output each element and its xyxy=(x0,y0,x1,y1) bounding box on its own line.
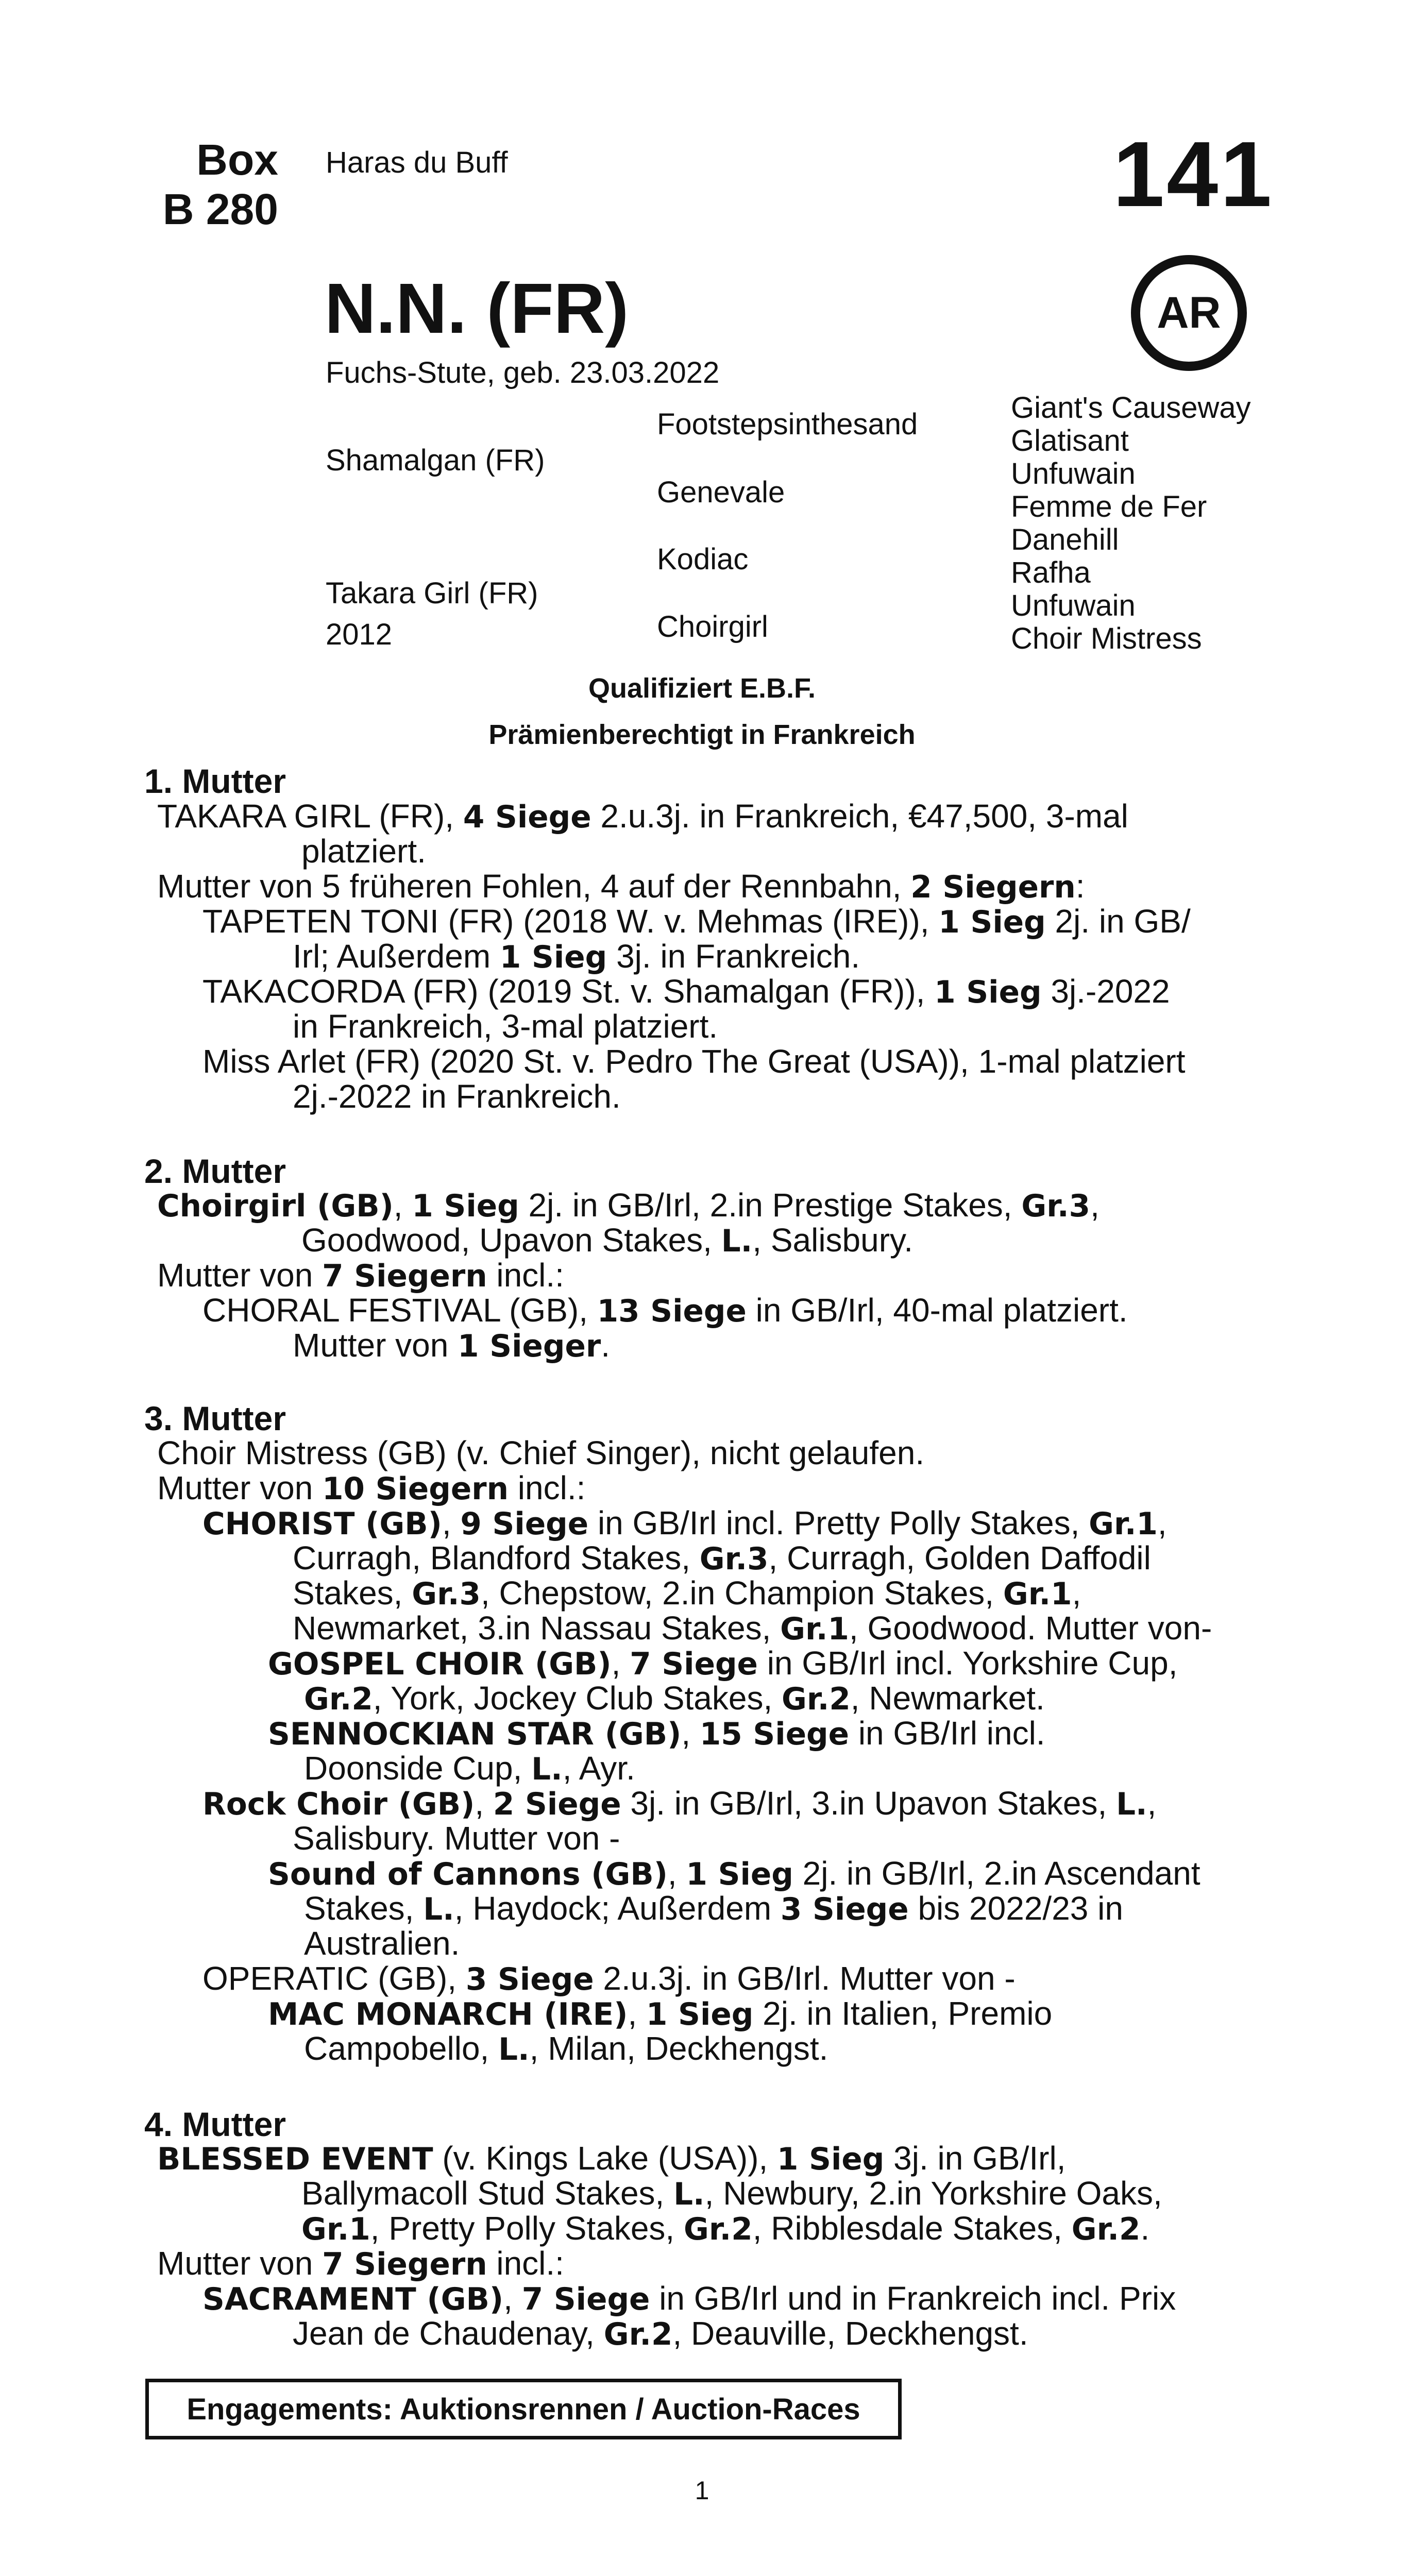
section-2-mutter: 2. Mutter xyxy=(144,1152,286,1190)
text-line: Miss Arlet (FR) (2020 St. v. Pedro The Great (USA)), 1-mal platziert xyxy=(202,1043,1186,1080)
ar-badge-label: AR xyxy=(1157,288,1221,337)
text-line: Doonside Cup, L., Ayr. xyxy=(304,1750,635,1787)
text-line: SENNOCKIAN STAR (GB), 15 Siege in GB/Irl incl. xyxy=(268,1715,1045,1752)
gen3-item: Choir Mistress xyxy=(1011,622,1202,655)
text-line: GOSPEL CHOIR (GB), 7 Siege in GB/Irl incl. Yorkshire Cup, xyxy=(268,1645,1178,1682)
text-line: 2j.-2022 in Frankreich. xyxy=(293,1078,621,1115)
text-line: Sound of Cannons (GB), 1 Sieg 2j. in GB/Irl, 2.in Ascendant xyxy=(268,1855,1200,1892)
box-label: Box B 280 xyxy=(162,135,278,233)
text-line: Choirgirl (GB), 1 Sieg 2j. in GB/Irl, 2.in Prestige Stakes, Gr.3, xyxy=(157,1187,1099,1224)
lot-number: 141 xyxy=(1113,123,1274,226)
text-line: Mutter von 7 Siegern incl.: xyxy=(157,2245,564,2282)
ar-badge xyxy=(1131,255,1247,371)
text-line: Mutter von 1 Sieger. xyxy=(293,1327,610,1364)
text-line: MAC MONARCH (IRE), 1 Sieg 2j. in Italien, Premio xyxy=(268,1995,1053,2032)
text-line: Mutter von 5 früheren Fohlen, 4 auf der Rennbahn, 2 Siegern: xyxy=(157,868,1085,905)
pedigree-dam-dam: Choirgirl xyxy=(657,610,768,643)
text-line: Curragh, Blandford Stakes, Gr.3, Curragh, Golden Daffodil xyxy=(293,1539,1151,1577)
section-3-mutter: 3. Mutter xyxy=(144,1399,286,1437)
text-line: in Frankreich, 3-mal platziert. xyxy=(293,1008,718,1045)
text-line: BLESSED EVENT (v. Kings Lake (USA)), 1 Sieg 3j. in GB/Irl, xyxy=(157,2140,1066,2177)
pedigree-sire: Shamalgan (FR) xyxy=(326,444,545,477)
engagements-text: Engagements: Auktionsrennen / Auction-Races xyxy=(187,2392,860,2426)
text-line: Mutter von 7 Siegern incl.: xyxy=(157,1257,564,1294)
gen3-item: Giant's Causeway xyxy=(1011,391,1251,425)
gen3-item: Glatisant xyxy=(1011,424,1129,457)
pedigree-dam-sire: Kodiac xyxy=(657,543,749,576)
page-number: 1 xyxy=(695,2476,709,2505)
text-line: Jean de Chaudenay, Gr.2, Deauville, Deckhengst. xyxy=(293,2315,1028,2352)
text-line: Stakes, Gr.3, Chepstow, 2.in Champion Stakes, Gr.1, xyxy=(293,1574,1081,1612)
text-line: TAKARA GIRL (FR), 4 Siege 2.u.3j. in Frankreich, €47,500, 3-mal xyxy=(157,798,1128,835)
text-line: Gr.2, York, Jockey Club Stakes, Gr.2, Newmarket. xyxy=(304,1680,1045,1717)
qualification-ebf: Qualifiziert E.B.F. xyxy=(588,673,816,704)
text-line: platziert. xyxy=(301,833,426,870)
pedigree-gen3 xyxy=(1011,392,1251,655)
seller-name: Haras du Buff xyxy=(326,146,508,179)
text-line: Salisbury. Mutter von - xyxy=(293,1820,620,1857)
pedigree-sire-dam: Genevale xyxy=(657,476,785,509)
pedigree-sire-sire: Footstepsinthesand xyxy=(657,408,918,441)
text-line: Irl; Außerdem 1 Sieg 3j. in Frankreich. xyxy=(293,938,860,975)
text-line: CHORIST (GB), 9 Siege in GB/Irl incl. Pretty Polly Stakes, Gr.1, xyxy=(202,1504,1167,1542)
qualification-premium: Prämienberechtigt in Frankreich xyxy=(488,719,916,750)
text-line: SACRAMENT (GB), 7 Siege in GB/Irl und in Frankreich incl. Prix xyxy=(202,2280,1176,2317)
text-line: Australien. xyxy=(304,1925,460,1962)
text-line: CHORAL FESTIVAL (GB), 13 Siege in GB/Irl, 40-mal platziert. xyxy=(202,1292,1128,1329)
gen3-item: Danehill xyxy=(1011,523,1119,556)
gen3-item: Unfuwain xyxy=(1011,589,1136,622)
text-line: Campobello, L., Milan, Deckhengst. xyxy=(304,2030,828,2067)
text-line: Rock Choir (GB), 2 Siege 3j. in GB/Irl, 3.in Upavon Stakes, L., xyxy=(202,1785,1157,1822)
section-1-mutter: 1. Mutter xyxy=(144,762,286,800)
pedigree-dam: Takara Girl (FR) xyxy=(326,577,538,610)
engagements-box xyxy=(145,2379,902,2439)
text-line: Mutter von 10 Siegern incl.: xyxy=(157,1469,586,1507)
text-line: Newmarket, 3.in Nassau Stakes, Gr.1, Goodwood. Mutter von- xyxy=(293,1609,1212,1647)
gen3-item: Rafha xyxy=(1011,556,1091,589)
text-line: Choir Mistress (GB) (v. Chief Singer), nicht gelaufen. xyxy=(157,1434,925,1471)
text-line: OPERATIC (GB), 3 Siege 2.u.3j. in GB/Irl. Mutter von - xyxy=(202,1960,1016,1997)
text-line: TAPETEN TONI (FR) (2018 W. v. Mehmas (IRE)), 1 Sieg 2j. in GB/ xyxy=(202,903,1191,940)
section-4-mutter: 4. Mutter xyxy=(144,2105,286,2143)
horse-name: N.N. (FR) xyxy=(325,269,629,348)
pedigree-dam-year: 2012 xyxy=(326,618,393,651)
text-line: Goodwood, Upavon Stakes, L., Salisbury. xyxy=(301,1222,914,1259)
horse-description: Fuchs-Stute, geb. 23.03.2022 xyxy=(326,356,720,389)
gen3-item: Unfuwain xyxy=(1011,457,1136,490)
text-line: Gr.1, Pretty Polly Stakes, Gr.2, Ribblesdale Stakes, Gr.2. xyxy=(301,2210,1150,2247)
text-line: Stakes, L., Haydock; Außerdem 3 Siege bis 2022/23 in xyxy=(304,1890,1123,1927)
gen3-item: Femme de Fer xyxy=(1011,490,1207,523)
text-line: Ballymacoll Stud Stakes, L., Newbury, 2.in Yorkshire Oaks, xyxy=(301,2175,1162,2212)
text-line: TAKACORDA (FR) (2019 St. v. Shamalgan (FR)), 1 Sieg 3j.-2022 xyxy=(202,973,1170,1010)
